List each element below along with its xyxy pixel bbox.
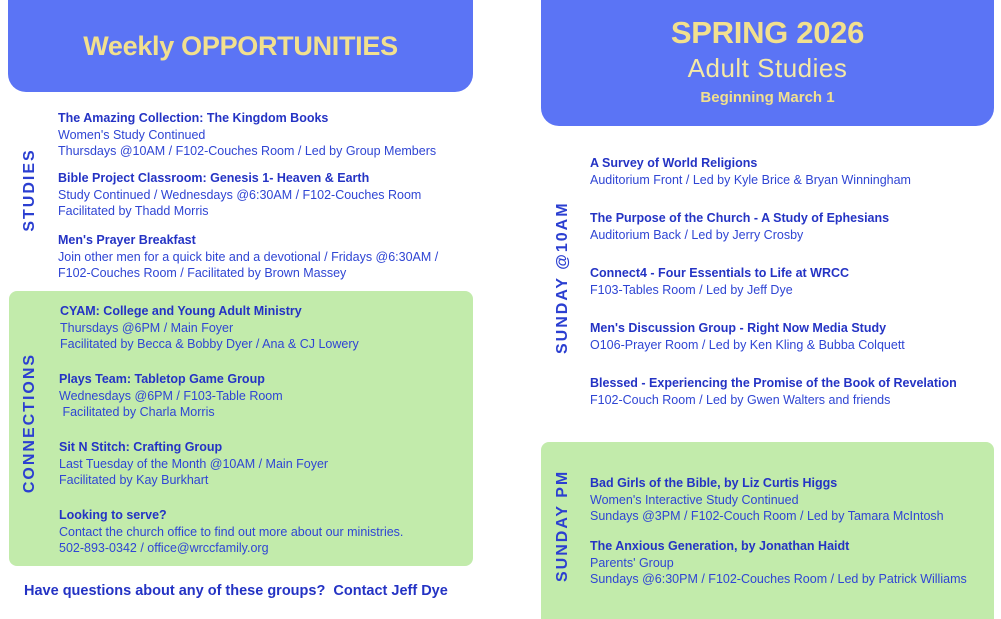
- item-line: Thursdays @6PM / Main Foyer: [60, 320, 234, 335]
- list-item: [59, 507, 403, 557]
- contact-info[interactable]: 502-893-0342 / office@wrccfamily.org: [59, 541, 269, 555]
- item-title: The Anxious Generation, by Jonathan Haidt: [590, 539, 850, 553]
- spring-header-banner: [541, 0, 994, 126]
- item-title: Plays Team: Tabletop Game Group: [59, 372, 265, 386]
- item-title: Sit N Stitch: Crafting Group: [59, 440, 223, 454]
- season-start-date: Beginning March 1: [700, 89, 835, 106]
- item-title: A Survey of World Religions: [590, 156, 758, 170]
- connections-section-label: CONNECTIONS: [21, 352, 38, 494]
- item-line: O106-Prayer Room / Led by Ken Kling & Bubba Colquett: [590, 337, 905, 352]
- sunday-pm-section-label: SUNDAY PM: [554, 469, 571, 582]
- item-line: Facilitated by Becca & Bobby Dyer / Ana & CJ Lowery: [60, 337, 359, 351]
- item-line: F103-Tables Room / Led by Jeff Dye: [590, 282, 793, 297]
- list-item: [590, 210, 889, 243]
- list-item: [590, 265, 849, 298]
- item-title: Men's Prayer Breakfast: [58, 233, 196, 247]
- weekly-header-title: Weekly OPPORTUNITIES: [83, 30, 398, 61]
- item-line: Parents' Group: [590, 555, 674, 570]
- list-item: [58, 170, 421, 220]
- item-line: Women's Study Continued: [58, 127, 206, 142]
- item-title: Blessed - Experiencing the Promise of the Book of Revelation: [590, 376, 957, 390]
- item-title: Bible Project Classroom: Genesis 1- Heaven & Earth: [58, 171, 370, 185]
- list-item: [590, 538, 967, 588]
- item-title: CYAM: College and Young Adult Ministry: [60, 304, 302, 318]
- list-item: [60, 303, 359, 353]
- item-title: Looking to serve?: [59, 508, 167, 522]
- list-item: [58, 232, 438, 282]
- item-line: F102-Couch Room / Led by Gwen Walters and friends: [590, 392, 891, 407]
- item-line: F102-Couches Room / Facilitated by Brown Massey: [58, 266, 347, 280]
- item-line: Facilitated by Kay Burkhart: [59, 473, 209, 487]
- item-line: Auditorium Back / Led by Jerry Crosby: [590, 227, 804, 242]
- sunday-pm-panel: [541, 442, 994, 619]
- list-item: [590, 375, 957, 408]
- item-title: The Purpose of the Church - A Study of Ephesians: [590, 211, 890, 225]
- season-subtitle: Adult Studies: [687, 53, 848, 83]
- item-line: Wednesdays @6PM / F103-Table Room: [59, 388, 283, 403]
- item-line: Sundays @6:30PM / F102-Couches Room / Led by Patrick Williams: [590, 572, 967, 586]
- studies-section-label: STUDIES: [21, 148, 38, 232]
- item-line: Facilitated by Thadd Morris: [58, 204, 209, 218]
- item-line: Study Continued / Wednesdays @6:30AM / F102-Couches Room: [58, 187, 422, 202]
- list-item: [590, 155, 911, 188]
- item-line: Last Tuesday of the Month @10AM / Main Foyer: [59, 456, 329, 471]
- list-item: [58, 110, 436, 160]
- item-title: Connect4 - Four Essentials to Life at WRCC: [590, 266, 850, 280]
- list-item: [59, 371, 283, 421]
- item-title: The Amazing Collection: The Kingdom Books: [58, 111, 329, 125]
- item-line: Thursdays @10AM / F102-Couches Room / Led by Group Members: [58, 144, 437, 158]
- item-line: Auditorium Front / Led by Kyle Brice & Bryan Winningham: [590, 172, 911, 187]
- contact-footer: Have questions about any of these groups? Contact Jeff Dye: [24, 583, 448, 599]
- sunday-am-section-label: SUNDAY @10AM: [554, 201, 571, 354]
- item-line: Women's Interactive Study Continued: [590, 492, 799, 507]
- item-line: Sundays @3PM / F102-Couch Room / Led by Tamara McIntosh: [590, 509, 944, 523]
- item-title: Men's Discussion Group - Right Now Media Study: [590, 321, 887, 335]
- item-title: Bad Girls of the Bible, by Liz Curtis Higgs: [590, 476, 838, 490]
- item-line: Facilitated by Charla Morris: [59, 405, 215, 419]
- list-item: [590, 475, 944, 525]
- weekly-header-banner: [8, 0, 473, 92]
- item-line: Contact the church office to find out more about our ministries.: [59, 524, 404, 539]
- list-item: [59, 439, 328, 489]
- season-title: SPRING 2026: [670, 15, 865, 50]
- list-item: [590, 320, 905, 353]
- item-line: Join other men for a quick bite and a devotional / Fridays @6:30AM /: [58, 249, 439, 264]
